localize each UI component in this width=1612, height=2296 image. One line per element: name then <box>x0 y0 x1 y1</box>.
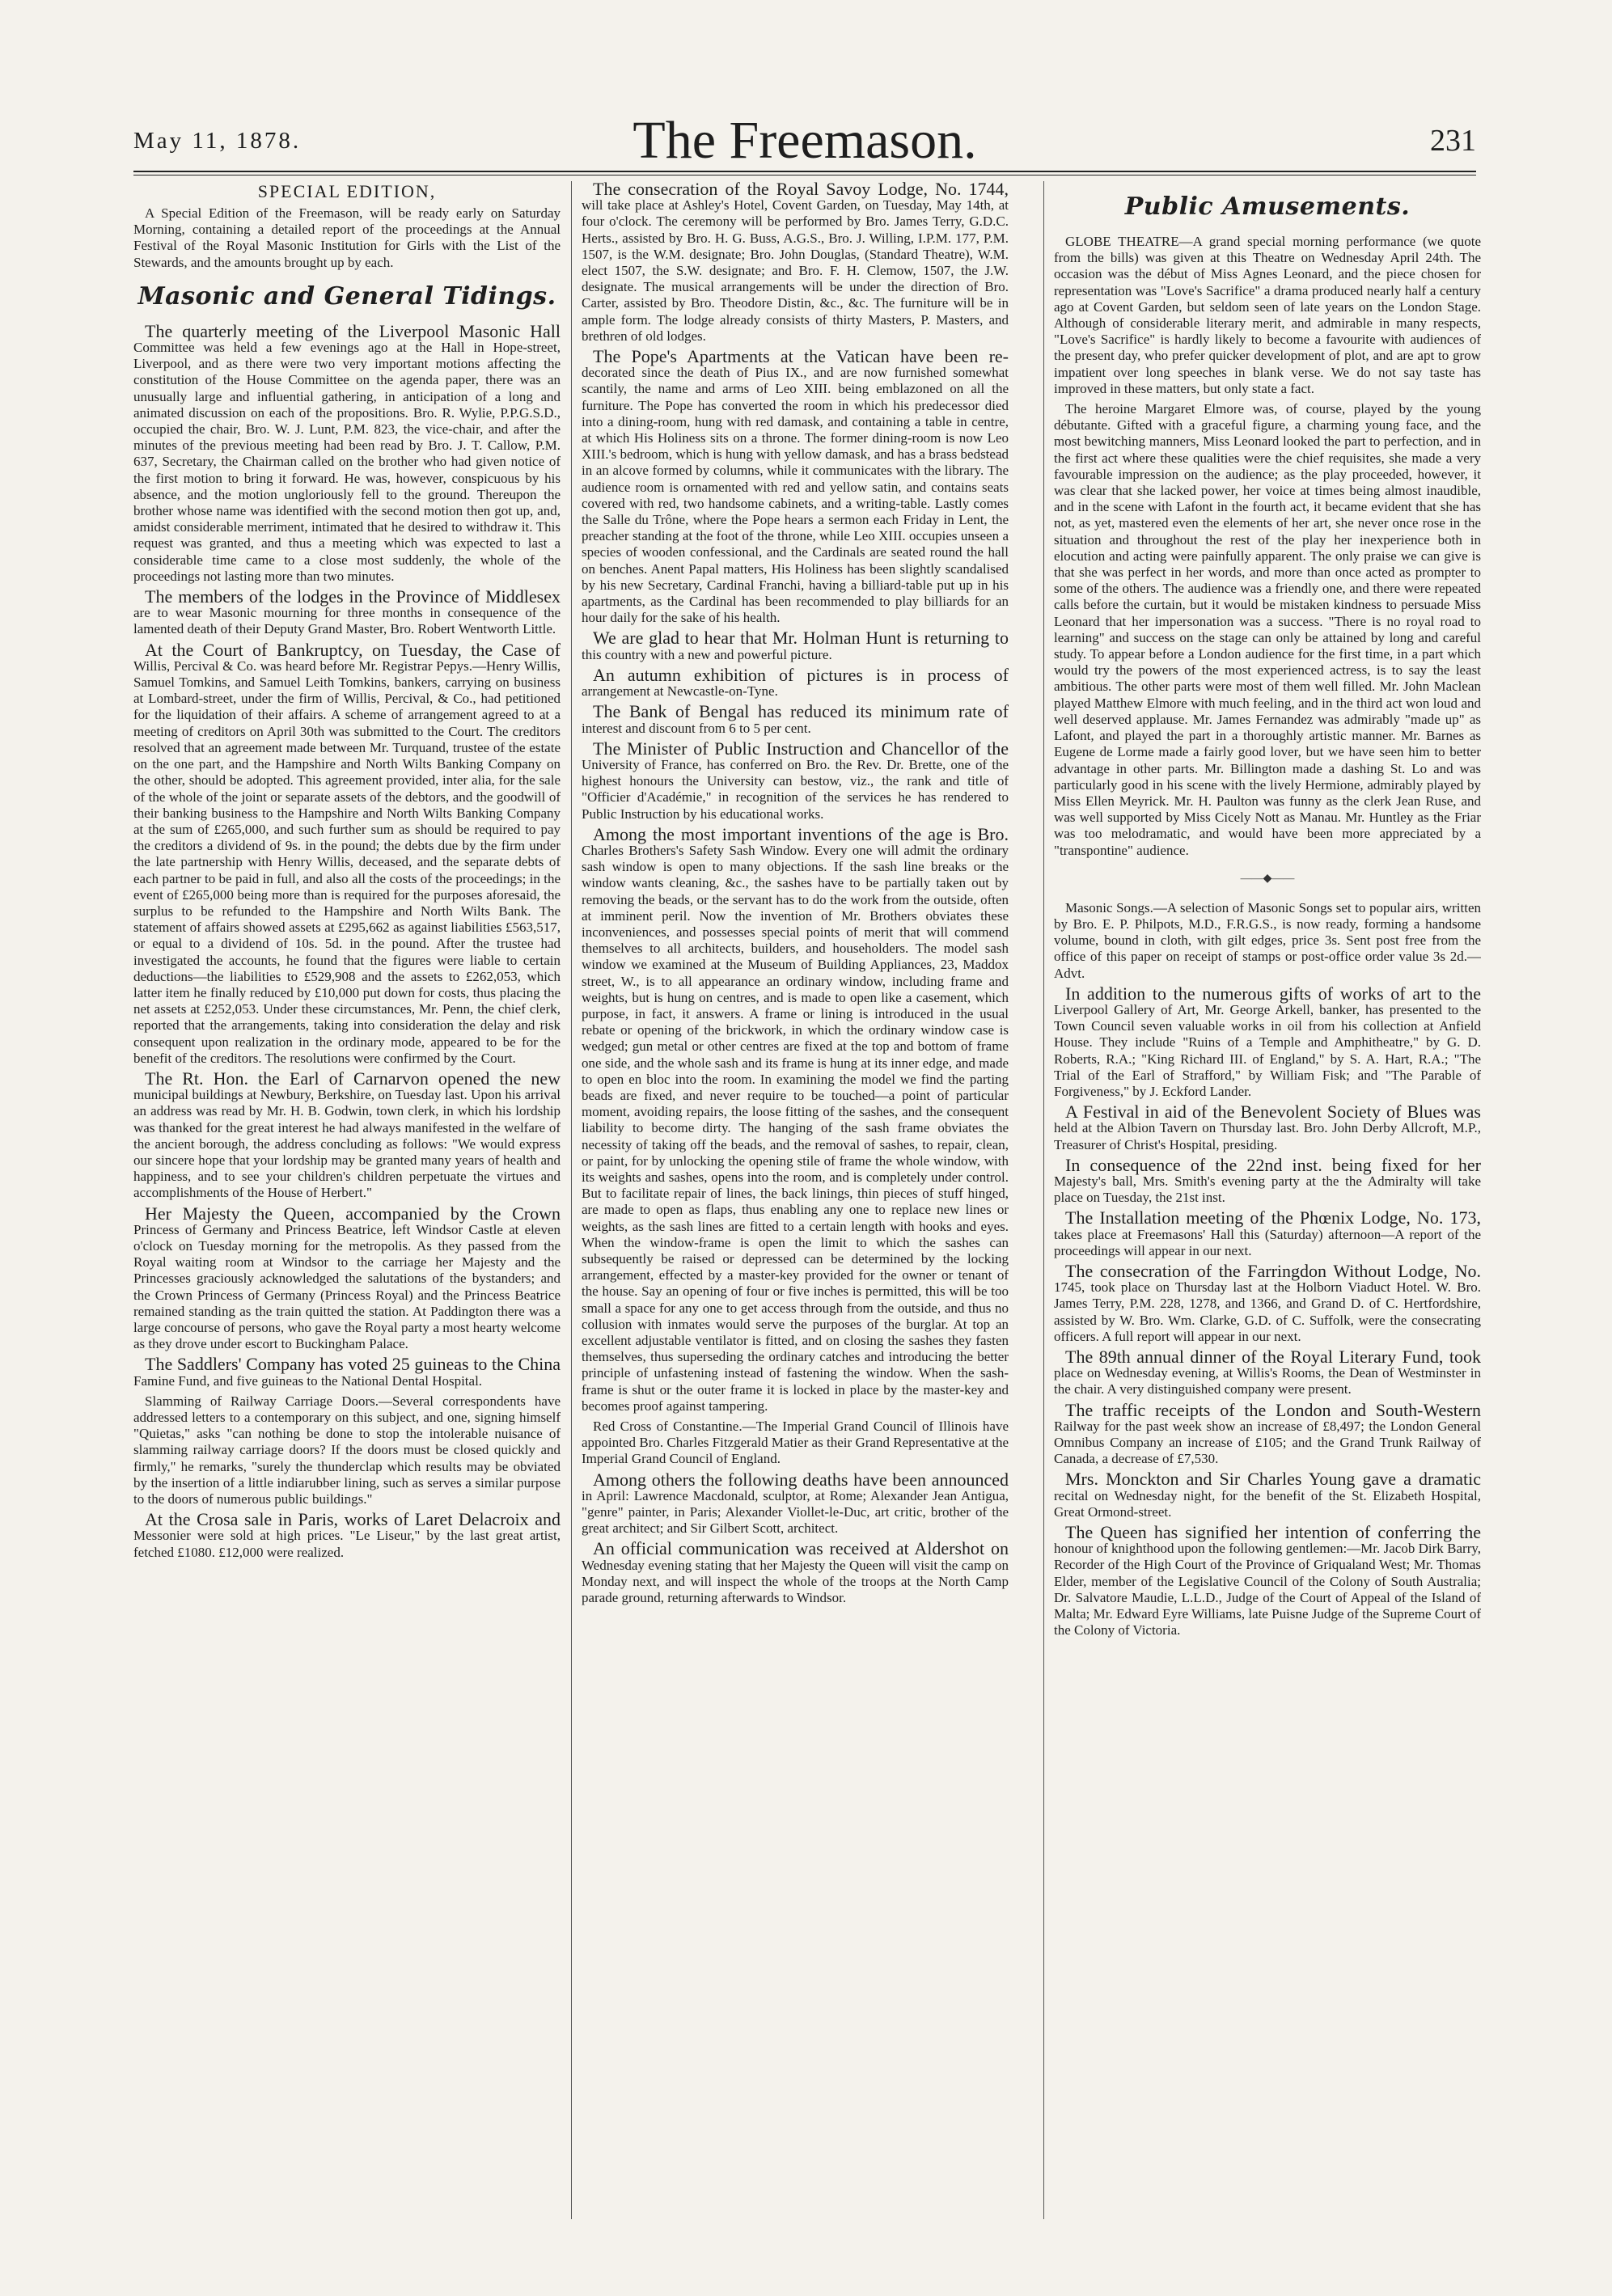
article-paragraph: The Rt. Hon. the Earl of Carnarvon opened the new municipal buildings at Newbury, Berkshire, on Tuesday last. Upon his arrival an address was read by Mr. H. B. Godwin, town clerk, in which his lordship was thanked for the great interest he had always manifested in the welfare of the ancient borough, the address concluding as follows: "We would express our sincere hope that your lordship may be granted many years of health and happiness, and to see your children's children perpetuate the virtues and accomplishments of the House of Herbert." <box>133 1068 561 1201</box>
article-paragraph: The 89th annual dinner of the Royal Literary Fund, took place on Wednesday evening, at Willis's Rooms, the Dean of Westminster in the chair. A very distinguished company were present. <box>1054 1347 1481 1397</box>
article-paragraph: At the Court of Bankruptcy, on Tuesday, the Case of Willis, Percival & Co. was heard before Mr. Registrar Pepys.—Henry Willis, Samuel Tomkins, and Samuel Leith Tomkins, bankers, carrying on business at Lombard-street, under the firm of Willis, Percival, & Co., had petitioned for the liquidation of their affairs. A scheme of arrangement agreed to at a meeting of creditors on April 30th was submitted to the Court. The creditors resolved that an agreement made between Mr. Turquand, trustee of the estate on the one part, and the Hampshire and North Wilts Banking Company on the other, should be adopted. This agreement provided, inter alia, for the sale of the whole of the joint or separate assets of the debtors, and the goodwill of their banking business to the Hampshire and North Wilts Banking Company at the sum of £265,000, and such further sum as should be required to pay the creditors a dividend of 9s. in the pound; the debts due by the firm under the late partnership with Henry Willis, deceased, and the separate debts of each partner to be paid in full, and also all the costs of the proceedings; in the event of £265,000 being more than is required for the purposes aforesaid, the surplus to be refunded to the Hampshire and North Wilts Bank. The statement of affairs showed assets at £295,662 as against liabilities £563,517, or equal to a dividend of 10s. 5d. in the pound. After the trustee had investigated the accounts, he found that the figures were liable to certain deductions—the liabilities to £529,908 and the assets to £262,053, which latter item he finally reduced by £10,000 put down for costs, thus placing the net assets at £252,053. Under these circumstances, Mr. Penn, the chief clerk, reported that the arrangements, taking into consideration the delay and risk consequent upon realization in the ordinary mode, appeared to be for the benefit of the creditors. The resolutions were confirmed by the Court. <box>133 639 561 1066</box>
article-paragraph: The Pope's Apartments at the Vatican have been re-decorated since the death of Pius IX., and are now furnished somewhat scantily, the name and arms of Leo XIII. being emblazoned on all the furniture. The Pope has converted the room in which his predecessor died into a dining-room, hung with red damask, and containing a table in centre, at which His Holiness sits on a throne. The former dining-room is now Leo XIII.'s bedroom, which is hung with yellow damask, and has a brass bedstead in an alcove formed by columns, while it communicates with the library. The audience room is ornamented with red and yellow satin, and contains seats covered with red, two handsome cabinets, and a writing-table. Lastly comes the Salle du Trône, where the Pope hears a sermon each Friday in Lent, the preacher standing at the foot of the throne, while Leo XIII. occupies unseen a species of wooden confessional, and the Cardinals are seated round the hall on benches. Anent Papal matters, His Holiness has been slightly scandalised by his new Secretary, Cardinal Franchi, having a billiard-table put up in his apartments, as the Cardinal has been recommended to play billiards for an hour daily for the sake of his health. <box>582 346 1009 626</box>
article-paragraph: The consecration of the Farringdon Without Lodge, No. 1745, took place on Thursday last at the Holborn Viaduct Hotel. W. Bro. James Terry, P.M. 228, 1278, and 1366, and Grand D. of C. Hertfordshire, assisted by W. Bro. Wm. Clarke, G.D. of C. Suffolk, were the consecrating officers. A full report will appear in our next. <box>1054 1260 1481 1344</box>
column-3 <box>1054 181 1481 2219</box>
article-paragraph: We are glad to hear that Mr. Holman Hunt is returning to this country with a new and powerful picture. <box>582 628 1009 662</box>
article-paragraph: Among the most important inventions of the age is Bro. Charles Brothers's Safety Sash Window. Every one will admit the ordinary sash window is open to many objections. If the sash line breaks or the window wants cleaning, &c., the sashes have to be partially taken out by removing the beads, or the servant has to do the work from the outside, often at imminent peril. Now the invention of Mr. Brothers obviates these inconveniences, and possesses special points of merit that will commend themselves to all architects, builders, and householders. The model sash window we examined at the Museum of Building Appliances, 23, Maddox street, W., is to all appearance an ordinary window, including frame and weights, but is hung on centres, and is made to open like a casement, which purpose, in fact, it answers. A frame or lining is introduced in the usual rebate or opening of the brickwork, in which the ordinary window case is wedged; gun metal or other centres are fixed at the top and bottom of frame one side, and the whole sash and its frame is hung at its inner edge, and made to open en bloc into the room. In examining the model we find the parting beads are fixed, and never require to be touched—a point of particular moment, avoiding repairs, the loose fitting of the sashes, and the consequent liability to become dirty. The hanging of the sash frame obviates the necessity of taking off the beads, and the removal of sashes, to repair, clean, or paint, for by unlocking the opening stile of frame the whole window, with its weights and sashes, opens into the room, and is completely under control. But to facilitate repair of lines, the back linings, thin pieces of stuff hinged, are made to open as flaps, thus enabling any one to replace new lines or weights, as the sash lines are fitted to a certain length with hooks and eyes. When the window-frame is open the limit to which the sashes can subsequently be raised or depressed can be determined by the locking arrangement, effected by a master-key provided for the owner or tenant of the house. Say an opening of four or five inches is permitted, this will be too small a space for any one to get access through from the outside, and thus no collusion with inmates would serve the purposes of the burglar. At top an excellent adjustable ventilator is fitted, and on closing the sashes they fasten themselves, thus superseding the ordinary catches and introducing the better principle of unfastening instead of fastening the window. When the sash-frame is shut or the outer frame it is locked in place by the master-key and becomes proof against tampering. <box>582 823 1009 1414</box>
public-amusements-heading: Public Amusements. <box>1124 192 1411 221</box>
article-paragraph: The Minister of Public Instruction and Chancellor of the University of France, has conferred on Bro. the Rev. Dr. Brette, one of the highest honours the University can bestow, viz., the rank and title of "Officier d'Académie," in recognition of the services he has rendered to Public Instruction by his educational works. <box>582 738 1009 822</box>
theatre-paragraph: The heroine Margaret Elmore was, of course, played by the young débutante. Gifted with a graceful figure, a charming young face, and the most bewitching manners, Miss Leonard looked the part to perfection, and in the first act where these qualities were the chief requisites, she made a very favourable impression on the audience; as the play proceeded, however, it was clear that she lacked power, her voice at times being almost inaudible, and in the scene with Lafont in the fourth act, it became evident that she has not, as yet, mastered even the elements of her art, she never once rose in the situation and throughout the rest of the play her inexperience both in elocution and acting were painfully apparent. The only praise we can give is that she was perfect in her words, and more than once acted as prompter to some of the others. The audience was a friendly one, and there were repeated calls before the curtain, but it would be mistaken kindness to persuade Miss Leonard that her impersonation was a success. "There is no royal road to learning" and success on the stage can only be attained by long and careful study. To appear before a London audience for the first time, in a part which would try the powers of the most experienced actress, is to say the least ambitious. The other parts were most of them well filled. Mr. John Maclean played Matthew Elmore with much feeling, and in the third act won loud and well deserved applause. Mr. James Fernandez was admirably "made up" as Lafont, and played the part in a thoroughly artistic manner. Mr. Barnes as Eugene de Lorme made a fairly good lover, but we have seen him to better advantage in other parts. Mr. Billington made a dashing St. Lo and was particularly good in his scene with the lively Hermione, admirably played by Miss Ellen Meyrick. Mr. H. Paulton was funny as the clerk Jean Ruse, and was well supported by Miss Cicely Nott as Manau. Mr. Huntley as the Friar was too melodramatic, and would have been more appreciated by a "transpontine" audience. <box>1054 401 1481 858</box>
article-paragraph: At the Crosa sale in Paris, works of Laret Delacroix and Messonier were sold at high prices. "Le Liseur," by the last great artist, fetched £1080. £12,000 were realized. <box>133 1509 561 1560</box>
article-paragraph: The quarterly meeting of the Liverpool Masonic Hall Committee was held a few evenings ago at the Hall in Hope-street, Liverpool, and as there were two very important motions affecting the constitution of the House Committee on the agenda paper, there was an unusually large and influential gathering, in anticipation of a long and animated discussion on each of the propositions. Bro. R. Wylie, P.P.G.S.D., occupied the chair, Bro. W. J. Lunt, P.M. 823, the vice-chair, and after the minutes of the previous meeting had been read by Bro. J. T. Callow, P.M. 637, Secretary, the Chairman called on the brother who had given notice of the first motion to bring it forward. He was, however, conspicuous by his absence, and the motion ungloriously fell to the ground. Thereupon the brother whose name was identified with the second motion then got up, and, amidst considerable merriment, intimated that he desired to withdraw it. This request was granted, and thus a meeting which was expected to last a considerable time came to a close most suddenly, the whole of the proceedings not lasting more than two minutes. <box>133 320 561 584</box>
newspaper-title: The Freemason. <box>633 111 977 170</box>
article-paragraph: The members of the lodges in the Province of Middlesex are to wear Masonic mourning for three months in consequence of the lamented death of their Deputy Grand Master, Bro. Robert Wentworth Little. <box>133 586 561 637</box>
article-paragraph: Among others the following deaths have been announced in April: Lawrence Macdonald, sculptor, at Rome; Alexander Jean Antigua, "genre" painter, in Paris; Alexander Viollet-le-Duc, art critic, brother of the great architect; and Sir Gilbert Scott, architect. <box>582 1469 1009 1537</box>
article-paragraph: In consequence of the 22nd inst. being fixed for her Majesty's ball, Mrs. Smith's evening party at the the Admiralty will take place on Tuesday, the 21st inst. <box>1054 1154 1481 1206</box>
article-paragraph: Slamming of Railway Carriage Doors.—Several correspondents have addressed letters to a contemporary on this subject, and one, signing himself "Quietas," asks "can nothing be done to stop the intolerable nuisance of slamming railway carriage doors? If the doors must be closed quickly and firmly," he remarks, "surely the thunderclap which results may be obviated by the insertion of a little indiarubber lining, such as serves a similar purpose to the doors of numerous public buildings." <box>133 1393 561 1507</box>
article-paragraph: Her Majesty the Queen, accompanied by the Crown Princess of Germany and Princess Beatrice, left Windsor Castle at eleven o'clock on Tuesday morning for the metropolis. As they passed from the Royal waiting room at Windsor to the carriage her Majesty and the Princesses graciously acknowledged the salutations of the bystanders; and the Crown Princess of Germany (Princess Royal) and the Princess Beatrice remained standing as the train quitted the station. At Paddington there was a large concourse of persons, who gave the Royal party a most hearty welcome as they drove under escort to Buckingham Palace. <box>133 1203 561 1352</box>
column-2 <box>582 181 1009 2219</box>
column-1 <box>133 181 561 2219</box>
page-number: 231 <box>1430 124 1476 158</box>
article-paragraph: The Bank of Bengal has reduced its minimum rate of interest and discount from 6 to 5 per cent. <box>582 701 1009 736</box>
masthead <box>133 112 1476 170</box>
article-paragraph: The consecration of the Royal Savoy Lodge, No. 1744, will take place at Ashley's Hotel, Covent Garden, on Tuesday, May 14th, at four o'clock. The ceremony will be performed by Bro. James Terry, G.D.C. Herts., assisted by Bro. H. G. Buss, A.G.S., Bro. J. Willing, I.P.M. 177, P.M. 1507, is the W.M. designate; Bro. John Douglas, (Standard Theatre), W.M. elect 1507, the S.W. designate; and Bro. F. H. Clemow, 1507, the J.W. designate. The musical arrangements will be under the direction of Bro. Carter, assisted by Bro. Theodore Distin, &c., &c. The furniture will be in ample form. The lodge already consists of thirty Masters, P. Masters, and brethren of old lodges. <box>582 181 1009 344</box>
issue-date: May 11, 1878. <box>133 128 302 154</box>
column-divider <box>571 181 572 2219</box>
masonic-tidings-heading: Masonic and General Tidings. <box>138 281 556 311</box>
article-paragraph: The Installation meeting of the Phœnix Lodge, No. 173, takes place at Freemasons' Hall this (Saturday) afternoon—A report of the proceedings will appear in our next. <box>1054 1207 1481 1258</box>
masthead-rule <box>133 171 1476 172</box>
article-paragraph: The traffic receipts of the London and South-Western Railway for the past week show an increase of £8,497; the London General Omnibus Company an increase of £105; and the Grand Trunk Railway of Canada, a decrease of £7,530. <box>1054 1399 1481 1467</box>
article-paragraph: Mrs. Monckton and Sir Charles Young gave a dramatic recital on Wednesday night, for the benefit of the St. Elizabeth Hospital, Great Ormond-street. <box>1054 1469 1481 1520</box>
article-paragraph: An autumn exhibition of pictures is in process of arrangement at Newcastle-on-Tyne. <box>582 664 1009 700</box>
column-divider <box>1043 181 1044 2219</box>
article-paragraph: Masonic Songs.—A selection of Masonic Songs set to popular airs, written by Bro. E. P. Philpots, M.D., F.R.G.S., is now ready, forming a handsome volume, bound in cloth, with gilt edges, price 3s. Sent post free from the office of this paper on receipt of stamps or post-office order value 3s 2d.—Advt. <box>1054 899 1481 981</box>
theatre-paragraph: GLOBE THEATRE—A grand special morning performance (we quote from the bills) was given at this Theatre on Wednesday April 24th. The occasion was the début of Miss Agnes Leonard, and the piece chosen for representation was "Love's Sacrifice" a drama produced nearly half a century ago at Covent Garden, but seldom seen of late years on the London Stage. Although of considerable literary merit, and admirable in many respects, "Love's Sacrifice" is hardly likely to become a favourite with audiences of the present day, who prefer quicker development of plot, and are apt to grow impatient over long speeches in blank verse. We do not say taste has improved in these matters, but only state a fact. <box>1054 234 1481 396</box>
article-paragraph: In addition to the numerous gifts of works of art to the Liverpool Gallery of Art, Mr. George Arkell, banker, has presented to the Town Council seven valuable works in oil from his collection at Anfield House. They include "Ruins of a Temple and Amphitheatre," by G. D. Roberts, R.A.; "King Richard III. of England," by S. A. Hart, R.A.; "The Trial of the Earl of Strafford," by William Fisk; and "The Parable of Forgiveness," by J. Eckford Lander. <box>1054 983 1481 1099</box>
article-paragraph: An official communication was received at Aldershot on Wednesday evening stating that her Majesty the Queen will visit the camp on Monday next, and will inspect the whole of the troops at the North Camp parade ground, returning afterwards to Windsor. <box>582 1538 1009 1606</box>
special-edition-heading: SPECIAL EDITION, <box>257 181 437 201</box>
special-edition-text: A Special Edition of the Freemason, will be ready early on Saturday Morning, containing a detailed report of the proceedings at the Annual Festival of the Royal Masonic Institution for Girls with the List of the Stewards, and the amounts brought up by each. <box>133 205 561 270</box>
article-paragraph: A Festival in aid of the Benevolent Society of Blues was held at the Albion Tavern on Thursday last. Bro. John Derby Allcroft, M.P., Treasurer of Christ's Hospital, presiding. <box>1054 1101 1481 1152</box>
article-paragraph: The Queen has signified her intention of conferring the honour of knighthood upon the following gentlemen:—Mr. Jacob Dirk Barry, Recorder of the High Court of the Province of Griqualand West; Mr. Thomas Elder, member of the Legislative Council of the Colony of South Australia; Dr. Salvatore Maudie, L.L.D., Judge of the Court of Appeal of the Island of Malta; Mr. Edward Eyre Williams, late Puisne Judge of the Supreme Court of the Colony of Victoria. <box>1054 1522 1481 1638</box>
article-paragraph: Red Cross of Constantine.—The Imperial Grand Council of Illinois have appointed Bro. Charles Fitzgerald Matier as their Grand Representative at the Imperial Grand Council of England. <box>582 1419 1009 1467</box>
article-paragraph: The Saddlers' Company has voted 25 guineas to the China Famine Fund, and five guineas to the National Dental Hospital. <box>133 1354 561 1389</box>
section-divider: ——◆—— <box>1240 872 1295 885</box>
